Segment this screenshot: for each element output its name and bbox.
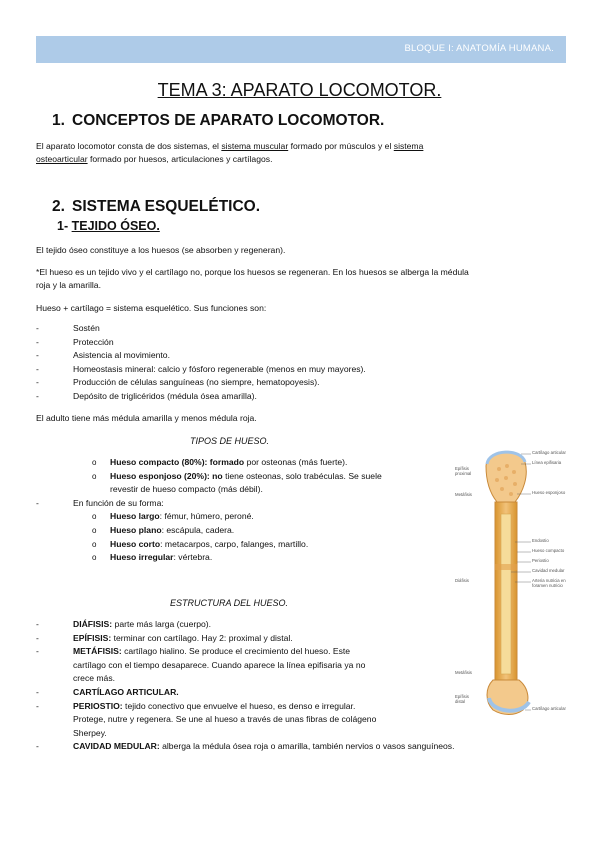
dash: - <box>36 700 39 711</box>
dash: - <box>36 646 39 657</box>
paragraph-functions-intro: Hueso + cartílago = sistema esquelético. Sus funciones son: <box>36 303 267 313</box>
text: Hueso irregular <box>110 552 174 563</box>
bone-figure <box>449 444 574 720</box>
list-item <box>36 740 576 754</box>
text: CARTÍLAGO ARTICULAR <box>73 686 177 697</box>
text: : fémur, húmero, peroné. <box>159 511 254 522</box>
types-list <box>36 456 446 565</box>
text: : metacarpos, carpo, falanges, martillo. <box>160 538 309 549</box>
list-item <box>36 322 366 336</box>
figure-label: proximal <box>455 471 472 476</box>
list-item <box>36 349 366 363</box>
text: alberga la médula ósea roja o amarilla, también nervios o vasos sanguíneos. <box>159 741 455 751</box>
text: Hueso esponjoso (20%): no <box>110 470 223 481</box>
bullet: o <box>92 525 97 535</box>
text: tejido conectivo que envuelve el hueso, es denso e irregular. <box>122 700 356 711</box>
figure-label: Hueso esponjoso <box>532 490 566 495</box>
figure-label: distal <box>455 699 466 704</box>
dash: - <box>36 390 39 401</box>
dash: - <box>36 363 39 374</box>
dash: - <box>36 377 39 388</box>
text: roja y la amarilla. <box>36 280 101 291</box>
text: tiene osteonas, solo trabéculas. Se suele <box>222 470 382 481</box>
text: Hueso compacto (80%): formado <box>110 457 245 467</box>
text: Asistencia al movimiento. <box>73 350 170 361</box>
figure-label: Cavidad medular <box>532 568 565 573</box>
text: crece más. <box>73 673 116 684</box>
text: Protege, nutre y regenera. Se une al hueso a través de unas fibras de colágeno <box>73 714 377 725</box>
subsection-heading <box>57 219 160 233</box>
types-title: TIPOS DE HUESO. <box>190 436 270 446</box>
list-item <box>36 538 446 552</box>
dash: - <box>36 497 39 508</box>
paragraph-adult: El adulto tiene más médula amarilla y menos médula roja. <box>36 413 257 423</box>
dash: - <box>36 336 39 347</box>
text: por osteonas (más fuerte). <box>244 457 348 467</box>
text: Depósito de triglicéridos (médula ósea amarilla). <box>73 390 257 401</box>
figure-label: foramen nutricio <box>532 583 563 588</box>
bullet: o <box>92 553 97 563</box>
bullet: o <box>92 539 97 549</box>
figure-label: Periostio <box>532 558 549 563</box>
text: formado por músculos y el <box>288 141 394 151</box>
dash: - <box>36 686 39 697</box>
text: Sherpey. <box>73 727 107 738</box>
text: DIÁFISIS: <box>73 619 113 629</box>
text: Hueso corto <box>110 538 161 549</box>
text: Sostén <box>73 323 100 333</box>
figure-label: Metáfisis <box>455 670 472 675</box>
section-2-heading <box>52 198 260 216</box>
section-1-number: 1. <box>52 112 65 129</box>
section-1-title: CONCEPTOS DE APARATO LOCOMOTOR. <box>72 112 385 129</box>
list-item <box>36 632 446 646</box>
dash: - <box>36 741 39 751</box>
list-item <box>36 510 446 524</box>
figure-label: Endostio <box>532 538 549 543</box>
list-item <box>36 470 446 497</box>
list-item <box>36 645 446 686</box>
text: cartílago hialino. Se produce el crecimiento del hueso. Este <box>121 646 351 657</box>
header-bar <box>36 36 566 63</box>
figure-label: Arteria nutricia en <box>532 578 566 583</box>
figure-label: Diáfisis <box>455 578 469 583</box>
text: revestir de hueso compacto (más débil). <box>110 484 263 495</box>
dash: - <box>36 350 39 361</box>
figure-label: Hueso compacto <box>532 548 565 553</box>
list-item <box>36 700 446 741</box>
list-item <box>36 363 366 377</box>
dash: - <box>36 619 39 629</box>
figure-label: Epífisis <box>455 466 469 471</box>
figure-label: Epífisis <box>455 694 469 699</box>
text: Hueso plano <box>110 524 162 535</box>
list-item <box>36 390 366 404</box>
text: parte más larga (cuerpo). <box>112 619 212 629</box>
section-1-paragraph <box>36 140 564 166</box>
section-1-heading <box>52 112 384 130</box>
link-sistema: sistema <box>393 141 424 151</box>
text: : vértebra. <box>173 552 213 563</box>
link-osteoarticular: osteoarticular <box>36 154 88 165</box>
list-item <box>36 686 446 700</box>
text: EPÍFISIS: <box>73 632 112 643</box>
subsection-title: TEJIDO ÓSEO. <box>71 219 160 233</box>
dash: - <box>36 323 39 333</box>
list-item <box>36 497 446 511</box>
figure-label: Metáfisis <box>455 492 472 497</box>
text: En función de su forma: <box>73 497 164 508</box>
functions-list <box>36 322 366 404</box>
list-item <box>36 618 446 632</box>
text: terminar con cartílago. Hay 2: proximal y distal. <box>111 632 293 643</box>
subsection-number: 1- <box>57 219 69 233</box>
list-item <box>36 456 446 470</box>
figure-label: Línea epifisaria <box>532 460 562 465</box>
structure-title: ESTRUCTURA DEL HUESO. <box>170 598 289 608</box>
text: CAVIDAD MEDULAR: <box>73 741 160 751</box>
paragraph-tejido: El tejido óseo constituye a los huesos (se absorben y regeneran). <box>36 245 286 255</box>
list-item <box>36 524 446 538</box>
header-label: BLOQUE I: ANATOMÍA HUMANA. <box>404 43 554 54</box>
text: Producción de células sanguíneas (no siempre, hematopoyesis). <box>73 377 320 388</box>
text: PERIOSTIO: <box>73 700 123 711</box>
text: Protección <box>73 336 114 347</box>
figure-label: Cartílago articular <box>532 706 566 711</box>
section-2-number: 2. <box>52 198 65 215</box>
text: formado por huesos, articulaciones y cartílagos. <box>87 154 273 165</box>
text: METÁFISIS: <box>73 646 122 657</box>
text: *El hueso es un tejido vivo y el cartílago no, porque los huesos se regeneran. En los huesos se alberga la médula <box>36 267 469 277</box>
text: Hueso largo <box>110 511 160 522</box>
dash: - <box>36 632 39 643</box>
list-item <box>36 551 446 565</box>
bullet: o <box>92 512 97 522</box>
bullet: o <box>92 458 97 467</box>
figure-label: Cartílago articular <box>532 450 566 455</box>
paragraph-note <box>36 266 564 292</box>
text: El aparato locomotor consta de dos sistemas, el <box>36 141 222 151</box>
section-2-title: SISTEMA ESQUELÉTICO. <box>72 198 261 215</box>
text: cartílago con el tiempo desaparece. Cuando aparece la línea epifisaria ya no <box>73 659 366 670</box>
bullet: o <box>92 471 97 481</box>
text: . <box>176 686 179 697</box>
text: Homeostasis mineral: calcio y fósforo regenerable (menos en muy mayores). <box>73 363 366 374</box>
page-title: TEMA 3: APARATO LOCOMOTOR. <box>157 80 442 100</box>
structure-list-last <box>36 740 576 754</box>
link-sistema-muscular: sistema muscular <box>221 141 289 151</box>
list-item <box>36 336 366 350</box>
structure-list <box>36 618 446 740</box>
text: : escápula, cadera. <box>161 524 235 535</box>
list-item <box>36 376 366 390</box>
